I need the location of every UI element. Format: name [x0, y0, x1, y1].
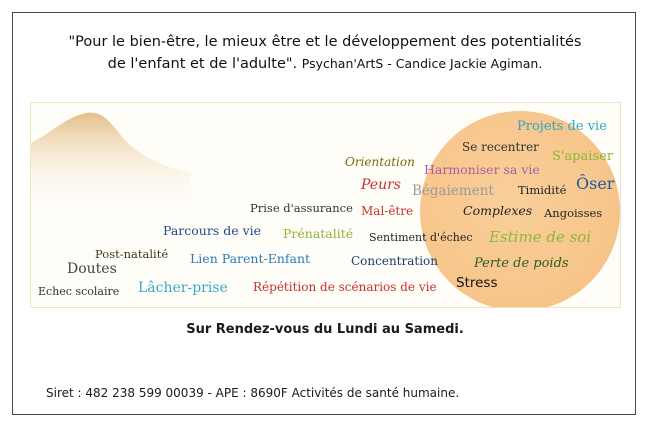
- word-prenatalite: Prénatalité: [283, 226, 354, 241]
- word-stress: Stress: [456, 275, 498, 291]
- word-projets-de-vie: Projets de vie: [517, 119, 607, 134]
- word-echec-scolaire: Echec scolaire: [38, 285, 120, 298]
- word-angoisses: Angoisses: [544, 206, 603, 220]
- quote-author: Psychan'ArtS - Candice Jackie Agiman.: [301, 56, 543, 71]
- word-begaiement: Bégaiement: [412, 183, 494, 199]
- word-post-natalite: Post-natalité: [95, 247, 169, 261]
- word-parcours-de-vie: Parcours de vie: [163, 223, 262, 238]
- word-perte-de-poids: Perte de poids: [474, 256, 569, 271]
- word-mal-etre: Mal-être: [361, 204, 414, 218]
- word-repetition-de-scenarios-de-vie: Répétition de scénarios de vie: [253, 280, 437, 294]
- word-se-recentrer: Se recentrer: [462, 140, 539, 154]
- word-oser: Ôser: [576, 174, 615, 193]
- word-sentiment-d-echec: Sentiment d'échec: [369, 231, 473, 244]
- word-s-apaiser: S'apaiser: [552, 149, 614, 164]
- word-estime-de-soi: Estime de soi: [489, 228, 592, 246]
- word-peurs: Peurs: [361, 177, 401, 193]
- word-timidite: Timidité: [518, 183, 567, 197]
- word-harmoniser-sa-vie: Harmoniser sa vie: [424, 162, 540, 177]
- quote: [0, 32, 650, 75]
- word-doutes: Doutes: [67, 261, 117, 277]
- word-cloud-panel: [30, 102, 621, 308]
- appointment-tagline: Sur Rendez-vous du Lundi au Samedi.: [186, 322, 464, 337]
- word-orientation: Orientation: [345, 155, 415, 169]
- word-complexes: Complexes: [463, 203, 533, 218]
- word-lien-parent-enfant: Lien Parent-Enfant: [190, 251, 311, 266]
- word-concentration: Concentration: [351, 254, 439, 268]
- siret-line: Siret : 482 238 599 00039 - APE : 8690F Activités de santé humaine.: [46, 386, 460, 400]
- quote-line-2: [0, 53, 650, 75]
- quote-line-2-main: de l'enfant et de l'adulte".: [107, 56, 298, 72]
- word-prise-d-assurance: Prise d'assurance: [250, 201, 353, 215]
- quote-line-1: "Pour le bien-être, le mieux être et le développement des potentialités: [68, 34, 582, 50]
- word-lacher-prise: Lâcher-prise: [138, 280, 228, 296]
- mountain-illustration: [31, 103, 191, 203]
